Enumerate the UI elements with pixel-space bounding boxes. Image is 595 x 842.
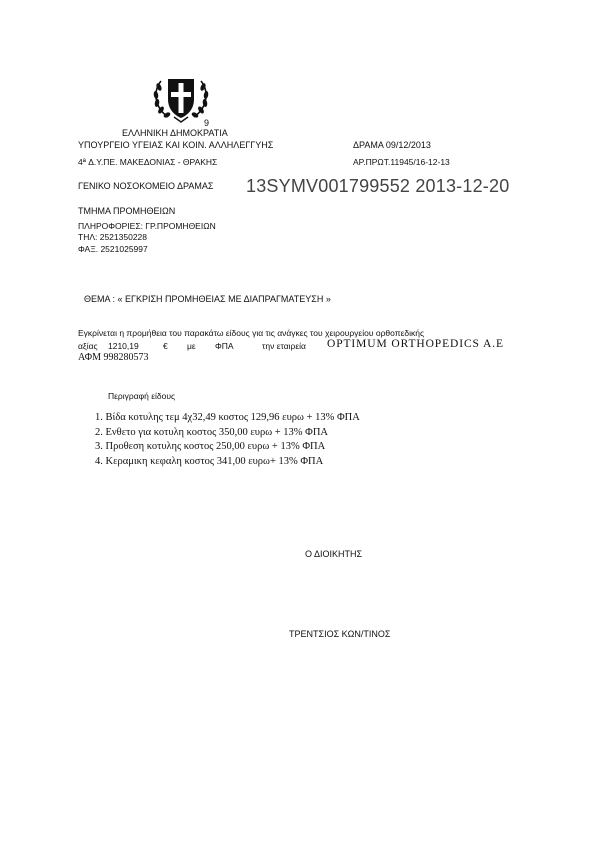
list-item: 3. Προθεση κοτυλης κοστος 250,00 ευρω + 13% ΦΠΑ xyxy=(95,441,326,452)
department-fax: ΦΑΞ. 2521025997 xyxy=(78,244,148,254)
document-date: ΔΡΑΜΑ 09/12/2013 xyxy=(353,140,431,150)
country-name: ΕΛΛΗΝΙΚΗ ΔΗΜΟΚΡΑΤΙΑ xyxy=(122,128,228,138)
region-name: 4ª Δ.Υ.ΠΕ. ΜΑΚΕΔΟΝΙΑΣ - ΘΡΑΚΗΣ xyxy=(78,157,218,167)
body-company-label: την εταιρεία xyxy=(262,341,306,351)
company-afm: ΑΦΜ 998280573 xyxy=(78,352,149,363)
department-info: ΠΛΗΡΟΦΟΡΙΕΣ: ΓΡ.ΠΡΟΜΗΘΕΙΩΝ xyxy=(78,221,216,231)
company-name: OPTIMUM ORTHOPEDICS A.E xyxy=(327,338,504,350)
department-name: ΤΜΗΜΑ ΠΡΟΜΗΘΕΙΩΝ xyxy=(78,206,176,216)
page-number: 9 xyxy=(204,118,210,128)
list-item: 1. Βίδα κοτυλης τεμ 4χ32,49 κοστος 129,96 ευρω + 13% ΦΠΑ xyxy=(95,412,360,423)
body-line-1: Εγκρίνεται η προμήθεια του παρακάτω είδους για τις ανάγκες του χειρουργείου ορθοπεδικής xyxy=(78,328,425,338)
body-with-label: με xyxy=(187,341,196,351)
department-phone: ΤΗΛ: 2521350228 xyxy=(78,232,148,242)
list-item: 2. Ενθετο για κοτυλη κοστος 350,00 ευρω + 13% ΦΠΑ xyxy=(95,427,328,438)
body-vat-label: ΦΠΑ xyxy=(215,341,234,351)
greek-emblem-icon xyxy=(148,73,214,123)
protocol-number: ΑΡ.ΠΡΩΤ.11945/16-12-13 xyxy=(353,157,450,167)
hospital-name: ΓΕΝΙΚΟ ΝΟΣΟΚΟΜΕΙΟ ΔΡΑΜΑΣ xyxy=(78,181,214,191)
ministry-name: ΥΠΟΥΡΓΕΙΟ ΥΓΕΙΑΣ ΚΑΙ ΚΟΙΝ. ΑΛΛΗΛΕΓΓΥΗΣ xyxy=(78,140,274,150)
signatory-title: Ο ΔΙΟΙΚΗΤΗΣ xyxy=(305,549,363,559)
subject-line: ΘΕΜΑ : « ΕΓΚΡΙΣΗ ΠΡΟΜΗΘΕΙΑΣ ΜΕ ΔΙΑΠΡΑΓΜΑΤΕΥΣΗ » xyxy=(84,294,331,304)
items-heading: Περιγραφή είδους xyxy=(108,391,176,401)
body-amount: 1210,19 xyxy=(108,341,139,351)
signatory-name: ΤΡΕΝΤΣΙΟΣ ΚΩΝ/ΤΙΝΟΣ xyxy=(289,629,391,639)
body-value-label: αξίας xyxy=(78,341,98,351)
registration-stamp: 13SYMV001799552 2013-12-20 xyxy=(246,176,510,196)
body-currency: € xyxy=(163,341,168,351)
list-item: 4. Κεραμικη κεφαλη κοστος 341,00 ευρω+ 13% ΦΠΑ xyxy=(95,456,324,467)
